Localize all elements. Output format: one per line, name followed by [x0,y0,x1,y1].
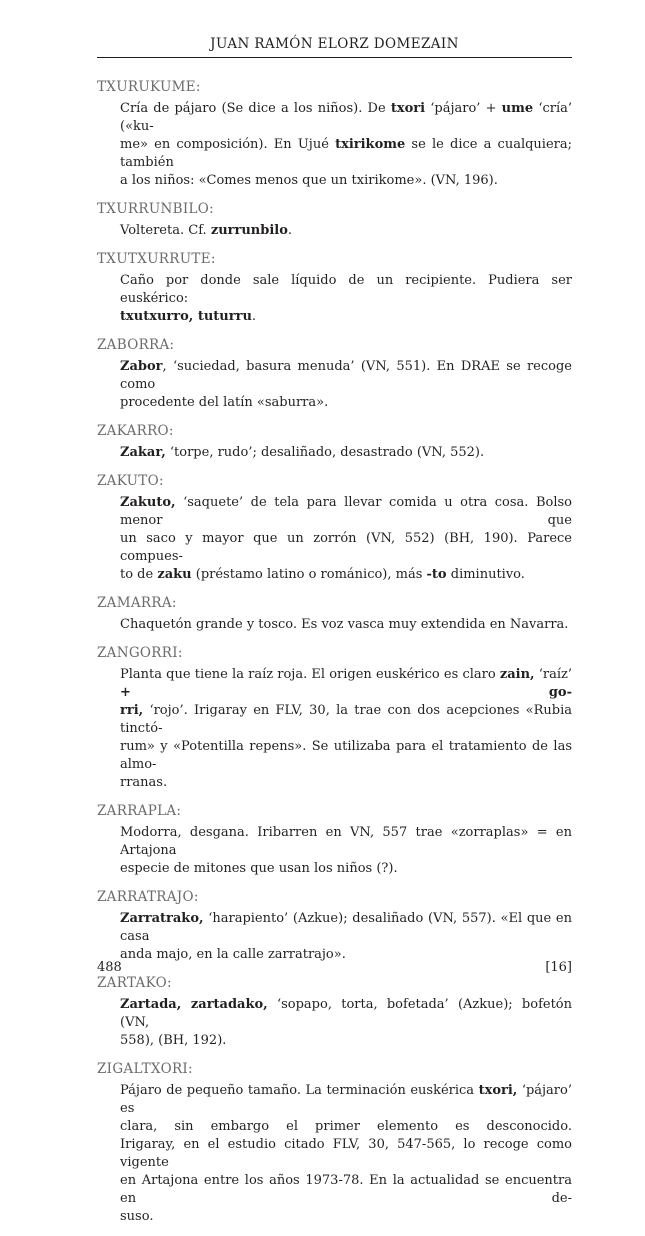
bold-term: + go- [120,685,572,700]
text-span: ‘cría’ («ku- [120,101,572,134]
text-span: procedente del latín «saburra». [120,395,329,410]
glossary-entry [97,974,572,1050]
entry-definition [120,272,572,326]
entry-headword: ZAKUTO: [97,473,164,489]
page-reference: [16] [545,960,572,975]
definition-line [120,1172,572,1208]
definition-line [120,1118,572,1136]
text-span: ‘harapiento’ (Azkue); desaliñado (VN, 557). «El que en casa [120,911,572,944]
text-span: Irigaray, en el estudio citado FLV, 30, 547-565, lo recoge como vigente [120,1137,572,1170]
definition-line [120,824,572,860]
text-span: ‘pájaro’ + [425,101,502,116]
definition-line [120,1136,572,1172]
text-span: ‘raíz’ [534,667,573,682]
definition-line [120,358,572,394]
glossary-entry [97,336,572,412]
definition-line [120,566,572,584]
text-span: ‘saquete’ de tela para llevar comida u otra cosa. Bolso menor que [120,495,572,528]
text-span: ‘rojo’. Irigaray en FLV, 30, la trae con dos acepciones «Rubia tinctó- [120,703,572,736]
definition-line [120,394,572,412]
definition-line [120,272,572,308]
bold-term: Zartada, zartadako, [120,997,268,1012]
definition-line [120,444,572,462]
entry-headword: ZAMARRA: [97,595,177,611]
text-span: un saco y mayor que un zorrón (VN, 552) (BH, 190). Parece compues- [120,531,572,564]
bold-term: zain, [499,667,535,682]
text-span: . [287,223,293,238]
text-span: Voltereta. Cf. [120,223,211,238]
glossary-entry [97,200,572,240]
text-span: to de [120,567,158,582]
text-span: 558), (BH, 192). [120,1033,227,1048]
definition-line [120,222,572,240]
text-span: suso. [120,1209,154,1224]
definition-line [120,946,572,964]
definition-line [120,910,572,946]
bold-term: Zakuto, [120,495,176,510]
text-span: especie de mitones que usan los niños (?). [120,861,398,876]
glossary-entry [97,888,572,964]
entry-headword: TXUTXURRUTE: [97,251,216,267]
entry-headword: ZARTAKO: [97,975,172,991]
text-span: rum» y «Potentilla repens». Se utilizaba para el tratamiento de las almo- [120,739,572,772]
entry-headword: ZARRATRAJO: [97,889,199,905]
bold-term: zurrunbilo [210,223,288,238]
text-span: Modorra, desgana. Iribarren en VN, 557 trae «zorraplas» = en Artajona [120,825,572,858]
entry-definition [120,358,572,412]
definition-line [120,860,572,878]
definition-line [120,1082,572,1118]
header-rule [97,57,572,58]
definition-line [120,738,572,774]
glossary-entry [97,802,572,878]
definition-line [120,100,572,136]
definition-line [120,996,572,1032]
glossary-entry [97,422,572,462]
text-span: . [251,309,257,324]
entry-definition [120,100,572,190]
entry-definition [120,494,572,584]
definition-line [120,136,572,172]
glossary-entries [97,78,572,1236]
entry-definition [120,910,572,964]
definition-line [120,308,572,326]
bold-term: Zakar, [120,445,166,460]
entry-definition [120,222,572,240]
text-span: anda majo, en la calle zarratrajo». [120,947,346,962]
entry-definition [120,616,572,634]
definition-line [120,1032,572,1050]
entry-headword: TXURRUNBILO: [97,201,214,217]
bold-term: zaku [157,567,192,582]
page-number: 488 [97,960,122,975]
bold-term: txori [390,101,426,116]
entry-headword: ZAKARRO: [97,423,174,439]
text-span: diminutivo. [446,567,525,582]
entry-headword: ZANGORRI: [97,645,183,661]
bold-term: rri, [120,703,144,718]
definition-line [120,494,572,530]
text-span: , ‘suciedad, basura menuda’ (VN, 551). En DRAE se recoge como [120,359,572,392]
text-span: me» en composición). En Ujué [120,137,336,152]
glossary-entry [97,594,572,634]
text-span: Chaquetón grande y tosco. Es voz vasca muy extendida en Navarra. [120,617,569,632]
text-span: ‘sopapo, torta, bofetada’ (Azkue); bofetón (VN, [120,997,572,1030]
entry-definition [120,996,572,1050]
text-span: a los niños: «Comes menos que un txirikome». (VN, 196). [120,173,498,188]
glossary-entry [97,1060,572,1226]
text-span: (préstamo latino o románico), más [191,567,427,582]
text-span: Cría de pájaro (Se dice a los niños). De [120,101,391,116]
bold-term: txori, [478,1083,518,1098]
glossary-entry [97,78,572,190]
definition-line [120,616,572,634]
bold-term: Zabor [120,359,163,374]
entry-definition [120,666,572,792]
bold-term: ume [501,101,534,116]
text-span: ‘torpe, rudo’; desaliñado, desastrado (VN, 552). [165,445,485,460]
entry-headword: ZIGALTXORI: [97,1061,193,1077]
entry-definition [120,444,572,462]
running-header: JUAN RAMÓN ELORZ DOMEZAIN [210,36,459,52]
bold-term: Zarratrako, [120,911,204,926]
bold-term: txirikome [335,137,406,152]
definition-line [120,666,572,702]
text-span: en Artajona entre los años 1973-78. En la actualidad se encuentra en de- [120,1173,572,1206]
entry-definition [120,824,572,878]
glossary-entry [97,644,572,792]
text-span: ‘pájaro’ es [120,1083,572,1116]
text-span: Caño por donde sale líquido de un recipiente. Pudiera ser euskérico: [120,273,572,306]
text-span: Planta que tiene la raíz roja. El origen euskérico es claro [120,667,500,682]
definition-line [120,1208,572,1226]
definition-line [120,702,572,738]
glossary-entry [97,250,572,326]
entry-headword: TXURUKUME: [97,79,201,95]
entry-headword: ZARRAPLA: [97,803,182,819]
text-span: se le dice a cualquiera; también [120,137,572,170]
bold-term: -to [426,567,447,582]
text-span: clara, sin embargo el primer elemento es desconocido. [120,1119,572,1134]
entry-definition [120,1082,572,1226]
glossary-entry [97,472,572,584]
bold-term: txutxurro, tuturru [120,309,252,324]
text-span: rranas. [120,775,168,790]
definition-line [120,774,572,792]
definition-line [120,530,572,566]
entry-headword: ZABORRA: [97,337,175,353]
text-span: Pájaro de pequeño tamaño. La terminación euskérica [120,1083,479,1098]
definition-line [120,172,572,190]
